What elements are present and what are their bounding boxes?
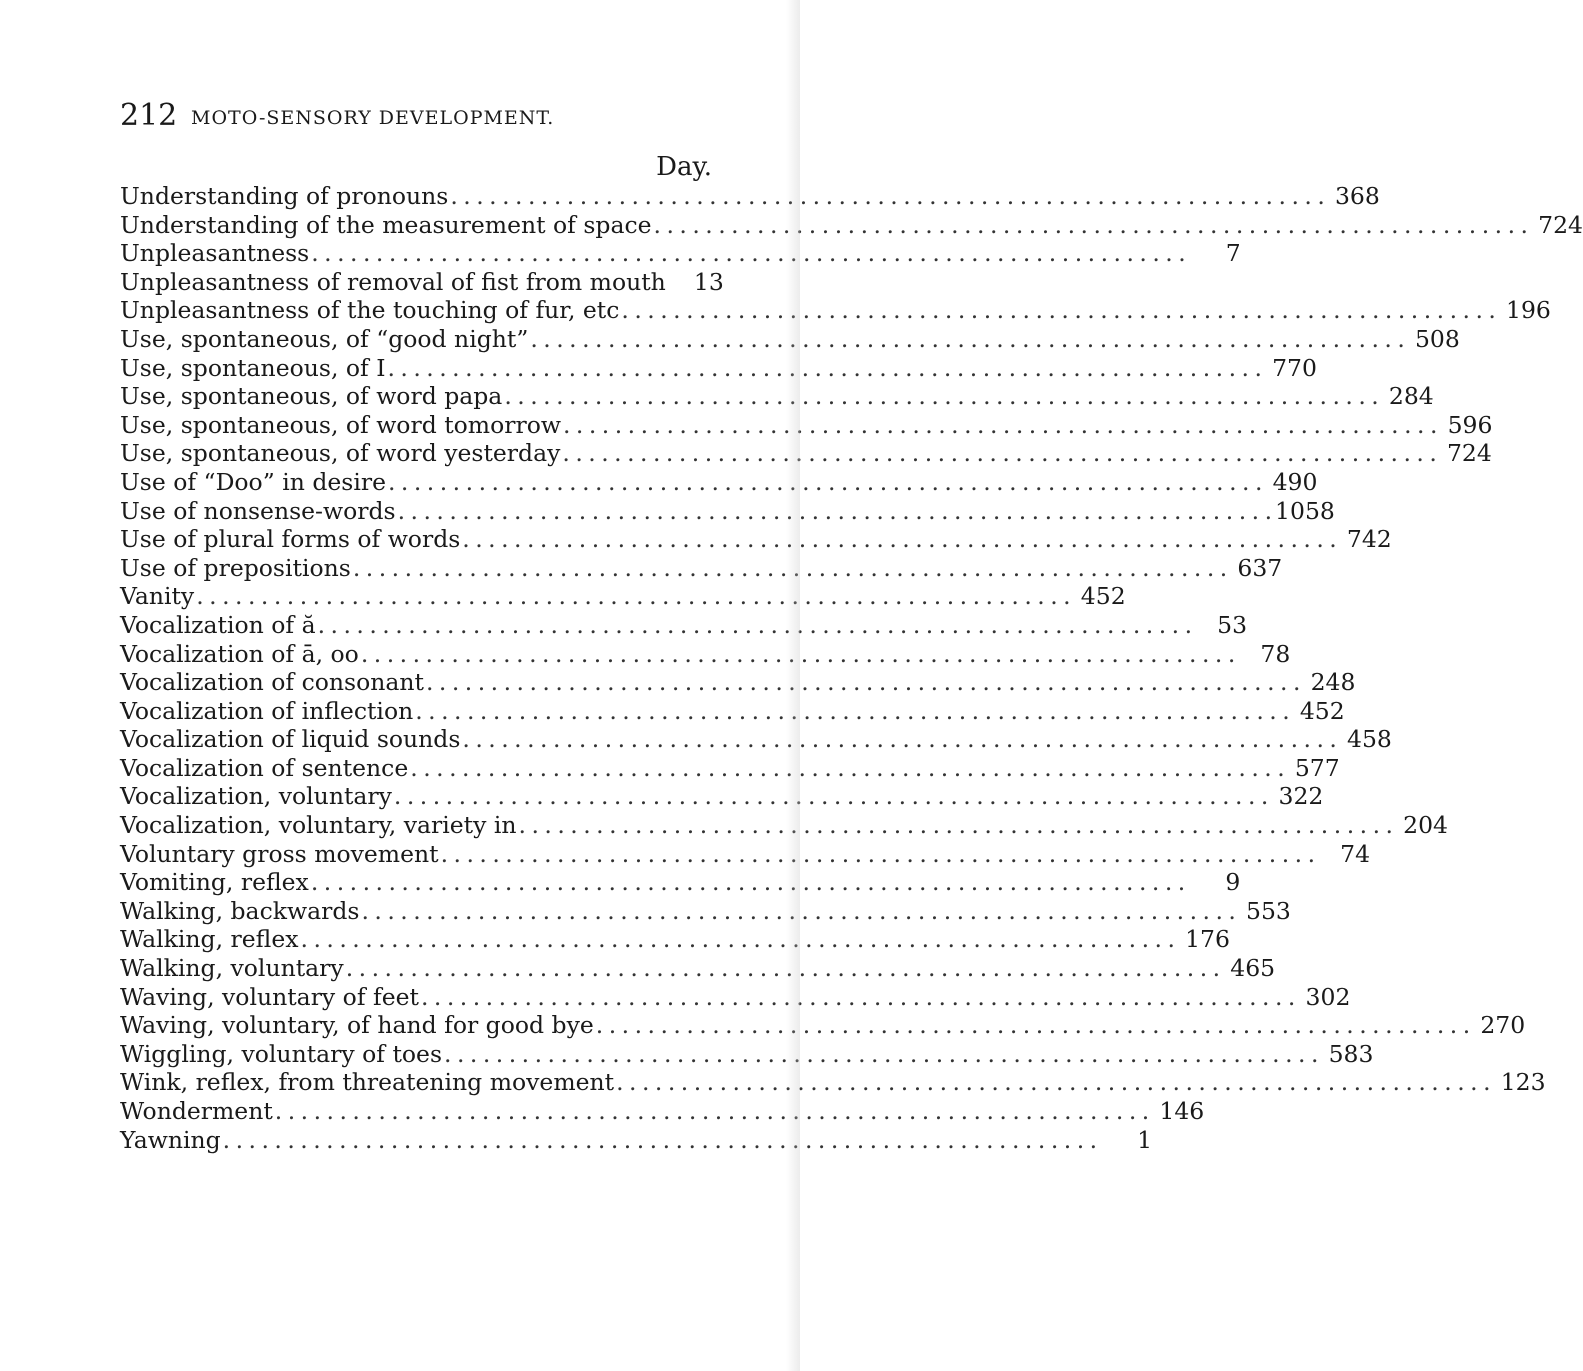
index-entry (120, 610, 1248, 640)
entry-day: 490 (1272, 467, 1318, 496)
entry-term: Use, spontaneous, of word papa (120, 382, 503, 411)
entry-day: 248 (1310, 668, 1356, 697)
entry-term: Wink, reflex, from threatening movement (120, 1068, 615, 1097)
entry-term: Use of prepositions (120, 553, 351, 582)
entry-term: Vocalization of inflection (120, 696, 414, 725)
entry-day: 452 (1299, 696, 1345, 725)
entry-day: 577 (1294, 753, 1340, 782)
entry-term: Use, spontaneous, of word tomorrow (120, 410, 561, 439)
dot-leader (504, 382, 1377, 411)
dot-leader (388, 468, 1261, 497)
entry-term: Use of “Doo” in desire (120, 467, 386, 496)
entry-term: Vocalization of consonant (120, 668, 424, 697)
index-entry (120, 811, 1448, 840)
entry-term: Wiggling, voluntary of toes (120, 1039, 443, 1068)
entry-day: 74 (1340, 839, 1371, 868)
entry-term: Unpleasantness of the touching of fur, etc (120, 296, 620, 325)
entry-term: Understanding of pronouns (120, 182, 449, 210)
index-entry (120, 239, 1241, 268)
dot-leader (562, 439, 1435, 468)
entry-term: Yawning (120, 1125, 221, 1154)
entry-day: 196 (1506, 296, 1551, 325)
entry-day: 123 (1500, 1068, 1546, 1097)
dot-leader (301, 925, 1174, 954)
dot-leader (450, 182, 1323, 211)
dot-leader (421, 983, 1294, 1012)
entry-day: 583 (1328, 1039, 1374, 1068)
entry-term: Vanity (120, 582, 195, 611)
dot-leader (318, 611, 1191, 640)
dot-leader (654, 211, 1527, 240)
entry-term: Vocalization of sentence (120, 753, 409, 782)
entry-term: Unpleasantness of removal of fist from mouth (120, 267, 666, 296)
index-entry (120, 382, 1434, 411)
index-entry (120, 353, 1317, 383)
dot-leader (410, 754, 1283, 783)
page-edge-shadow (786, 0, 800, 1371)
entry-day: 78 (1260, 639, 1291, 668)
index-entry (120, 582, 1126, 611)
index-entry (120, 725, 1392, 754)
dot-leader (311, 239, 1184, 268)
entry-day: 637 (1237, 553, 1283, 582)
entry-term: Unpleasantness (120, 239, 310, 268)
dot-leader (426, 668, 1299, 697)
entry-term: Vocalization of ā, oo (120, 639, 359, 668)
index-entry (120, 982, 1351, 1012)
entry-day: 465 (1230, 954, 1276, 983)
entry-day: 508 (1414, 324, 1460, 353)
index-entry (120, 210, 1583, 240)
index-entry (120, 1011, 1526, 1040)
index-entry (120, 525, 1392, 554)
index-entry (120, 324, 1460, 354)
entry-day: 368 (1334, 182, 1380, 210)
index-entry (120, 1125, 1153, 1155)
entry-day: 302 (1305, 982, 1351, 1011)
dot-leader (616, 1068, 1489, 1097)
entry-day: 724 (1538, 210, 1583, 239)
dot-leader (519, 811, 1392, 840)
dot-leader (196, 582, 1069, 611)
index-entry-list (120, 182, 1583, 1154)
dot-leader (223, 1126, 1096, 1155)
entry-term: Vocalization, voluntary, variety in (120, 811, 517, 840)
index-entry (120, 839, 1371, 869)
index-entry (120, 782, 1324, 811)
dot-leader (387, 354, 1260, 383)
page-number: 212 (120, 98, 178, 133)
index-entry (120, 496, 1335, 526)
dot-leader (275, 1097, 1148, 1126)
index-entry (120, 753, 1340, 783)
entry-day: 724 (1446, 439, 1492, 468)
entry-term: Vocalization, voluntary (120, 782, 392, 811)
running-title: MOTO-SENSORY DEVELOPMENT. (191, 107, 555, 129)
dot-leader (621, 296, 1494, 325)
entry-day: 13 (693, 267, 724, 296)
dot-leader (462, 525, 1335, 554)
dot-leader (563, 411, 1436, 440)
entry-day: 176 (1185, 925, 1230, 954)
index-entry (120, 267, 724, 297)
dot-leader (530, 325, 1403, 354)
dot-leader (441, 840, 1314, 869)
index-entry (120, 925, 1230, 954)
entry-term: Wonderment (120, 1097, 273, 1125)
entry-day: 146 (1159, 1097, 1205, 1125)
entry-day: 1 (1137, 1125, 1153, 1154)
index-entry (120, 954, 1276, 983)
index-entry (120, 868, 1241, 897)
entry-day: 452 (1080, 582, 1126, 611)
entry-term: Voluntary gross movement (120, 839, 439, 868)
entry-term: Waving, voluntary, of hand for good bye (120, 1011, 594, 1040)
entry-day: 270 (1480, 1011, 1526, 1040)
entry-day: 7 (1225, 239, 1241, 268)
index-entry (120, 668, 1356, 697)
index-entry (120, 467, 1318, 497)
index-entry (120, 553, 1283, 583)
entry-term: Use, spontaneous, of “good night” (120, 324, 529, 353)
dot-leader (346, 954, 1219, 983)
index-entry (120, 1068, 1546, 1097)
entry-term: Vocalization of ă (120, 610, 316, 639)
entry-term: Use, spontaneous, of I (120, 353, 386, 382)
index-entry (120, 410, 1493, 440)
entry-day: 458 (1347, 725, 1392, 754)
entry-day: 204 (1403, 811, 1448, 840)
entry-term: Use of plural forms of words (120, 525, 461, 554)
index-entry (120, 1097, 1205, 1126)
dot-leader (596, 1011, 1469, 1040)
entry-day: 53 (1217, 610, 1248, 639)
entry-term: Walking, backwards (120, 896, 360, 925)
index-entry (120, 696, 1345, 726)
dot-leader (398, 497, 1271, 526)
index-entry (120, 439, 1492, 468)
dot-leader (311, 868, 1184, 897)
index-entry (120, 1039, 1374, 1069)
dot-leader (444, 1040, 1317, 1069)
dot-leader (415, 697, 1288, 726)
day-column-heading: Day. (656, 152, 712, 182)
entry-term: Use of nonsense-words (120, 496, 396, 525)
dot-leader (394, 782, 1267, 811)
dot-leader (462, 725, 1335, 754)
entry-term: Understanding of the measurement of space (120, 210, 652, 239)
entry-day: 9 (1225, 868, 1241, 897)
entry-term: Walking, voluntary (120, 954, 344, 983)
index-entry (120, 296, 1551, 325)
page-header (120, 96, 720, 136)
index-entry (120, 182, 1380, 211)
entry-day: 770 (1272, 353, 1317, 382)
entry-day: 742 (1346, 525, 1392, 554)
entry-term: Vomiting, reflex (120, 868, 309, 897)
entry-day: 596 (1447, 410, 1493, 439)
index-entry (120, 896, 1291, 926)
entry-day: 284 (1388, 382, 1434, 411)
entry-term: Vocalization of liquid sounds (120, 725, 461, 754)
entry-day: 553 (1246, 896, 1291, 925)
index-entry (120, 639, 1291, 669)
entry-day: 322 (1278, 782, 1324, 811)
entry-term: Use, spontaneous, of word yesterday (120, 439, 561, 468)
entry-term: Walking, reflex (120, 925, 299, 954)
entry-day: 1058 (1275, 496, 1335, 525)
entry-term: Waving, voluntary of feet (120, 982, 419, 1011)
